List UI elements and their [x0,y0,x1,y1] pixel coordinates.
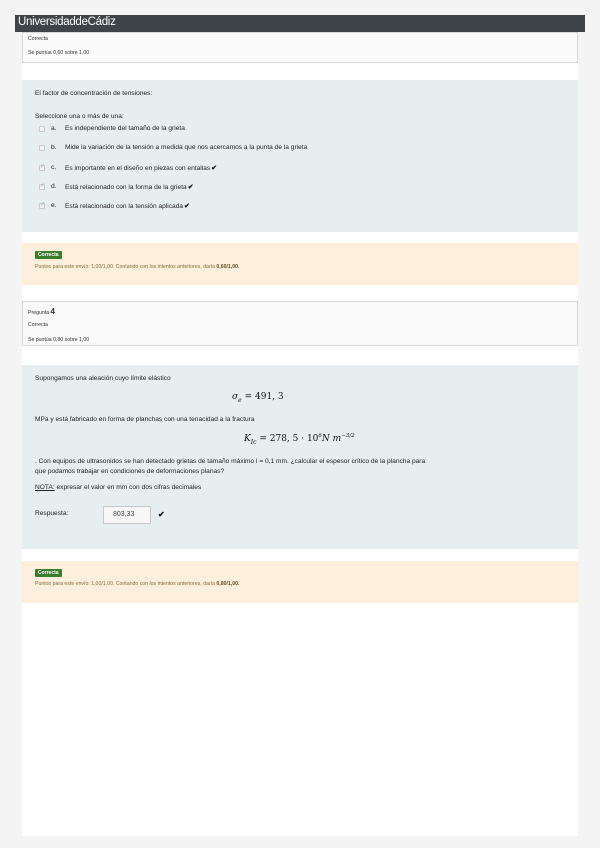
question-4-state: Correcta [28,322,48,328]
university-logo[interactable]: UniversidaddeCádiz [18,16,116,28]
question-4-content [22,365,578,549]
option-b-text: Mide la variación de la tensión a medida que nos acercamos a la punta de la grieta [65,144,308,151]
question-4-text-4: que podamos trabajar en condiciones de deformaciones planas? [35,468,225,475]
option-b-letter: b. [51,144,57,151]
check-icon: ✔ [184,203,190,210]
question-3-text: El factor de concentración de tensiones: [35,90,153,97]
question-4-feedback-score: 0,80/1,00. [216,581,240,587]
formula-yield-stress: $\sigma_e = 491$, 3 [232,392,284,404]
question-3-state: Correcta [28,36,48,42]
question-3-feedback [22,243,578,285]
note-label: NOTA: [35,484,55,491]
option-c-letter: c. [51,164,57,171]
question-number: 4 [50,307,55,316]
option-a-checkbox[interactable] [39,126,45,132]
question-4-text-1: Supongamos una aleación cuyo límite elástico [35,375,171,382]
question-3-instruction: Seleccione una o más de una: [35,113,124,120]
option-b-checkbox[interactable] [39,145,45,151]
question-4-note: NOTA: expresar el valor en mm con dos cifras decimales [35,484,202,491]
question-4-feedback [22,561,578,603]
question-3-grade: Se puntúa 0,60 sobre 1,00 [28,50,90,56]
question-4-text-2: MPa y está fabricado en forma de planchas con una tenacidad a la fractura [35,416,255,423]
top-bar [15,15,585,32]
option-c-checkbox[interactable] [39,165,45,171]
question-3-content [22,80,578,232]
option-d-checkbox[interactable] [39,184,45,190]
option-e-text: Está relacionado con la tensión aplicada [65,203,184,210]
question-3-feedback-score: 0,60/1,00. [216,264,240,270]
option-a-text: Es independiente del tamaño de la grieta [65,125,185,132]
option-c-text: Es importante en el diseño en piezas con entallas [65,165,211,172]
correct-badge: Correcta [35,569,62,577]
quiz-review-page [22,32,578,836]
check-icon: ✔ [211,165,218,172]
formula-fracture-toughness: $K_{Ic} = 278$, $5 \cdot 10^6N$ $m^{-3/2}$ [244,433,355,446]
question-3-feedback-text: Puntos para este envío: 1,00/1,00. Contando con los intentos anteriores, daría 0,60/1,00. [35,264,240,270]
option-a-letter: a. [51,125,57,132]
option-e-letter: e. [51,202,57,209]
check-icon: ✔ [187,184,194,191]
question-3-info [22,32,578,63]
answer-input[interactable]: 803,33 [103,506,151,524]
option-d-letter: d. [51,183,57,190]
answer-label: Respuesta: [35,510,69,517]
option-e-checkbox[interactable] [39,203,45,209]
question-4-info [22,301,578,346]
question-4-grade: Se puntúa 0,80 sobre 1,00 [28,337,90,343]
question-4-feedback-text: Puntos para este envío: 1,00/1,00. Contando con los intentos anteriores, daría 0,80/1,00. [35,581,240,587]
check-icon: ✔ [158,510,165,519]
option-d-text: Está relacionado con la forma de la grieta [65,184,187,191]
question-4-text-3: . Con equipos de ultrasonidos se han detectado grietas de tamaño máximo l = 0,1 mm. ¿calcular el espesor crítico de la plancha para [35,458,426,465]
question-label: Pregunta [28,310,50,316]
correct-badge: Correcta [35,251,62,259]
